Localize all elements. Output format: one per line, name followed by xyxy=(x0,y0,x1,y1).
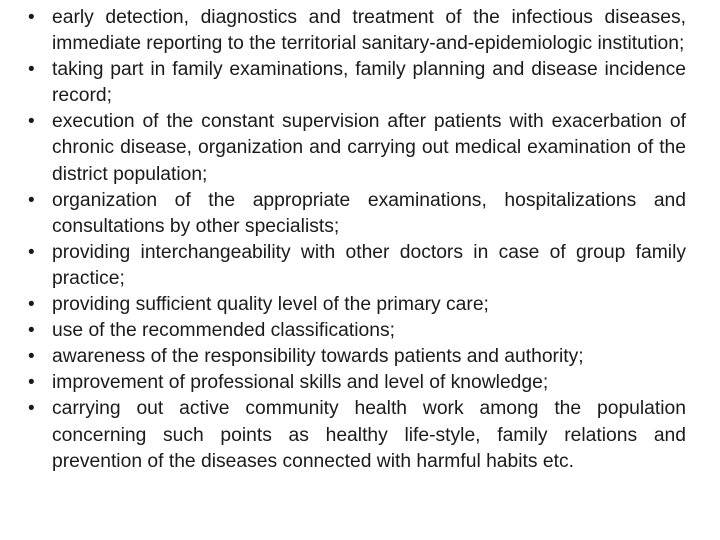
list-item-text: use of the recommended classifications; xyxy=(52,320,395,342)
list-item-text: execution of the constant supervision after patients with exacerbation of chronic disease, organization and carrying out medical examination of the district population; xyxy=(52,111,686,185)
bullet-icon: • xyxy=(28,59,35,81)
bullet-list xyxy=(28,5,686,475)
list-item-text: taking part in family examinations, family planning and disease incidence record; xyxy=(52,59,686,107)
list-item xyxy=(28,292,686,318)
bullet-icon: • xyxy=(28,398,35,420)
bullet-icon: • xyxy=(28,320,35,342)
list-item xyxy=(28,318,686,344)
list-item-text: early detection, diagnostics and treatment of the infectious diseases, immediate reporting to the territorial sanitary-and-epidemiologic institution; xyxy=(52,7,686,55)
bullet-icon: • xyxy=(28,346,35,368)
bullet-icon: • xyxy=(28,189,35,211)
bullet-icon: • xyxy=(28,294,35,316)
list-item xyxy=(28,344,686,370)
list-item xyxy=(28,396,686,474)
list-item-text: improvement of professional skills and level of knowledge; xyxy=(52,372,549,394)
list-item-text: organization of the appropriate examinations, hospitalizations and consultations by other specialists; xyxy=(52,189,686,237)
list-item-text: awareness of the responsibility towards patients and authority; xyxy=(52,346,584,368)
list-item xyxy=(28,57,686,109)
list-item xyxy=(28,370,686,396)
bullet-icon: • xyxy=(28,372,35,394)
list-item xyxy=(28,109,686,187)
bullet-icon: • xyxy=(28,7,35,28)
list-item-text: providing interchangeability with other doctors in case of group family practice; xyxy=(52,241,686,289)
list-item-text: providing sufficient quality level of the primary care; xyxy=(52,294,489,316)
list-item xyxy=(28,5,686,57)
list-item-text: carrying out active community health work among the population concerning such points as healthy life-style, family relations and prevention of the diseases connected with harmful habits etc. xyxy=(52,398,686,472)
bullet-icon: • xyxy=(28,241,35,263)
list-item xyxy=(28,240,686,292)
bullet-icon: • xyxy=(28,111,35,133)
list-item xyxy=(28,188,686,240)
